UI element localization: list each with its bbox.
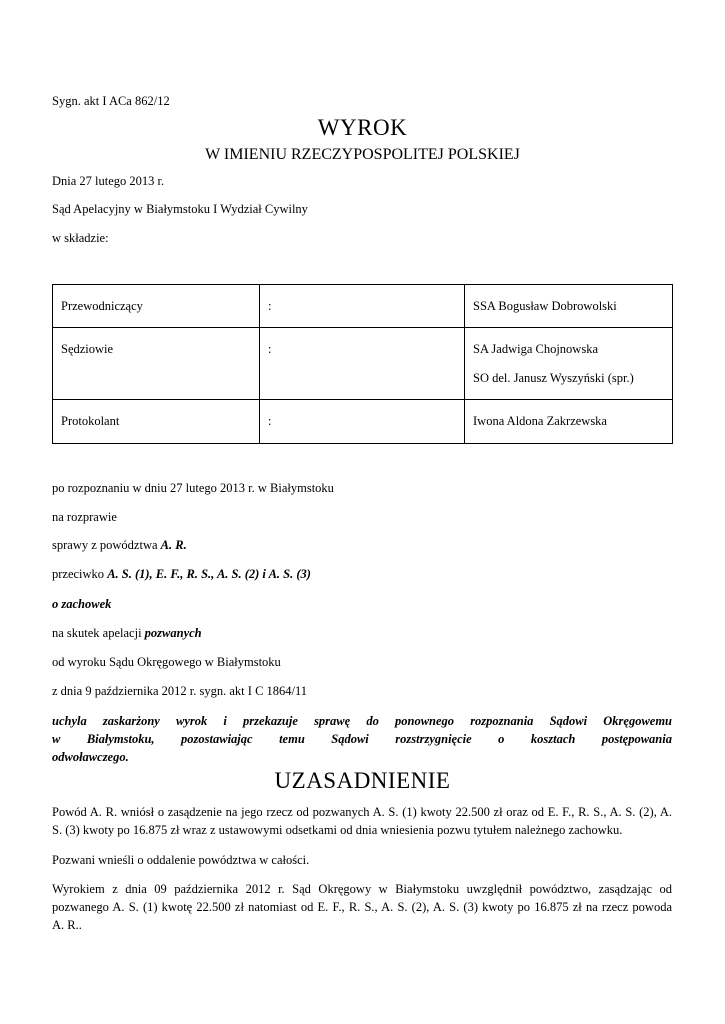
- proceedings-line: na rozprawie: [52, 510, 117, 524]
- document-title: WYROK: [317, 115, 408, 140]
- paragraph-line: pozwanego A. S. (1) kwotę 22.500 zł natomiast od E. F., R. S., A. S. (2), A. S. (3) kwoty po 16.875 zł na rzecz powoda: [52, 900, 672, 914]
- table-row: [53, 400, 673, 444]
- case-subject: o zachowek: [52, 597, 112, 611]
- judge-name: SO del. Janusz Wyszyński (spr.): [473, 371, 634, 385]
- defendants-line: [52, 566, 311, 582]
- justification-title: UZASADNIENIE: [274, 768, 451, 793]
- proceedings-line: po rozpoznaniu w dniu 27 lutego 2013 r. w Białymstoku: [52, 481, 334, 495]
- appeal-party: pozwanych: [144, 626, 202, 640]
- document-subtitle: W IMIENIU RZECZYPOSPOLITEJ POLSKIEJ: [205, 146, 520, 163]
- names-cell: [465, 285, 673, 328]
- verdict-line: uchyla zaskarżony wyrok i przekazuje sprawę do ponownego rozpoznania Sądowi Okręgowemu: [52, 714, 672, 728]
- separator-cell: :: [260, 285, 465, 328]
- paragraph-line: S. (3) kwoty po 16.875 zł wraz z ustawowymi odsetkami od dnia wniesienia pozwu tytułem należnego zachowku.: [52, 823, 623, 837]
- proceedings-line: z dnia 9 października 2012 r. sygn. akt I C 1864/11: [52, 684, 308, 698]
- judgment-date: Dnia 27 lutego 2013 r.: [52, 174, 165, 188]
- defendants-prefix: przeciwko: [52, 567, 108, 581]
- plaintiff-prefix: sprawy z powództwa: [52, 538, 161, 552]
- verdict-text: [52, 712, 672, 766]
- paragraph-line: Pozwani wnieśli o oddalenie powództwa w całości.: [52, 853, 310, 867]
- justification-paragraph: [52, 880, 672, 934]
- names-cell: [465, 400, 673, 444]
- role-cell: Protokolant: [53, 400, 260, 444]
- plaintiff-name: A. R.: [160, 538, 187, 552]
- appeal-line: [52, 625, 202, 641]
- case-number: Sygn. akt I ACa 862/12: [52, 94, 170, 108]
- justification-paragraph: [52, 851, 672, 869]
- role-cell: Sędziowie: [53, 328, 260, 400]
- judge-name: SSA Bogusław Dobrowolski: [473, 299, 617, 313]
- paragraph-line: A. R..: [52, 918, 82, 932]
- paragraph-line: Powód A. R. wniósł o zasądzenie na jego rzecz od pozwanych A. S. (1) kwoty 22.500 zł oraz od E. F., R. S., A. S. (2), A.: [52, 805, 672, 819]
- table-row: [53, 285, 673, 328]
- role-cell: Przewodniczący: [53, 285, 260, 328]
- table-row: [53, 328, 673, 400]
- proceedings-line: od wyroku Sądu Okręgowego w Białymstoku: [52, 655, 281, 669]
- clerk-name: Iwona Aldona Zakrzewska: [473, 414, 607, 428]
- composition-label: w składzie:: [52, 231, 109, 245]
- separator-cell: :: [260, 400, 465, 444]
- paragraph-line: Wyrokiem z dnia 09 października 2012 r. Sąd Okręgowy w Białymstoku uwzględnił powództwo, zasądzając od: [52, 882, 672, 896]
- court-name: Sąd Apelacyjny w Białymstoku I Wydział Cywilny: [52, 202, 308, 216]
- verdict-line: odwoławczego.: [52, 750, 129, 764]
- defendants-names: A. S. (1), E. F., R. S., A. S. (2) i A. S. (3): [107, 567, 311, 581]
- verdict-line: w Białymstoku, pozostawiając temu Sądowi rozstrzygnięcie o kosztach postępowania: [52, 732, 672, 746]
- plaintiff-line: [52, 537, 187, 553]
- names-cell: [465, 328, 673, 400]
- judge-name: SA Jadwiga Chojnowska: [473, 342, 598, 356]
- appeal-prefix: na skutek apelacji: [52, 626, 145, 640]
- panel-table: [52, 284, 673, 444]
- justification-paragraph: [52, 803, 672, 839]
- separator-cell: :: [260, 328, 465, 400]
